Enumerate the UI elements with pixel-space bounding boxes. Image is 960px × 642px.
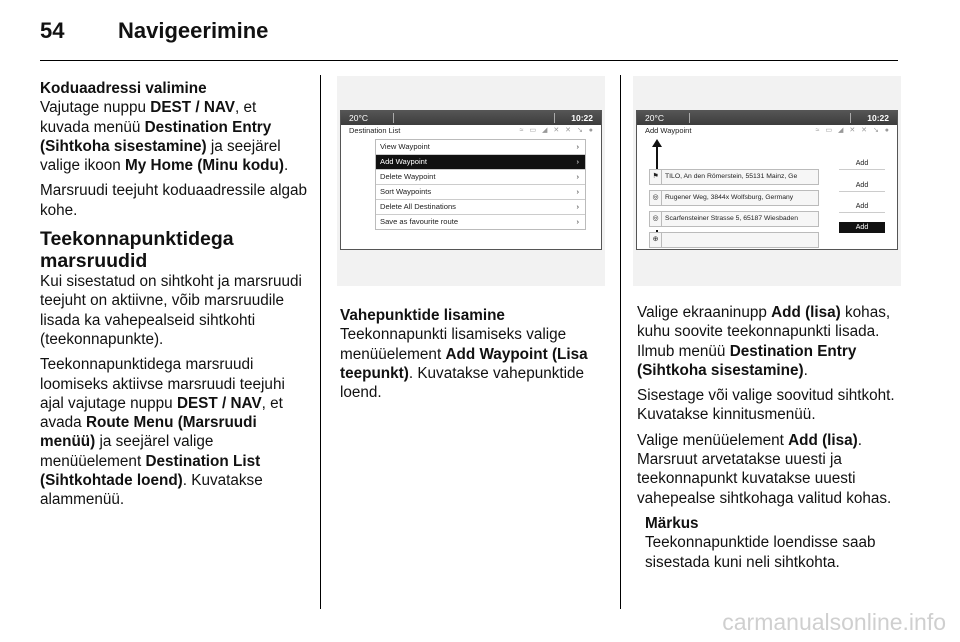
chevron-right-icon: › <box>576 187 579 196</box>
screen-title: Add Waypoint <box>645 126 692 135</box>
menu-item-sort-waypoints[interactable]: Sort Waypoints › <box>376 185 585 200</box>
note-title: Märkus <box>645 514 699 532</box>
column-3-text <box>637 303 905 572</box>
column-1 <box>40 79 308 516</box>
screen-title: Destination List <box>349 126 401 135</box>
flag-icon: ⚑ <box>650 170 662 184</box>
add-button-3[interactable]: Add <box>839 201 885 213</box>
paragraph-guidance-starts: Marsruudi teejuht koduaadressile algab kohe. <box>40 182 308 219</box>
paragraph-home-address: Vajutage nuppu DEST / NAV, et kuvada menüü Destination Entry (Sihtkoha sisestamine) ja seejärel valige ikoon My Home (Minu kodu). <box>40 99 289 175</box>
page-title: Navigeerimine <box>118 18 269 43</box>
status-bar: 20°C 10:22 <box>341 111 601 125</box>
waypoint-icon: ◎ <box>650 191 662 205</box>
chevron-right-icon: › <box>576 217 579 226</box>
waypoint-row-3[interactable]: ◎ Scarfensteiner Strasse 5, 65187 Wiesbaden <box>649 211 819 227</box>
paragraph-add-waypoint: Teekonnapunkti lisamiseks valige menüüelement Add Waypoint (Lisa teepunkt). Kuvatakse vahepunktide loend. <box>340 326 588 402</box>
paragraph-select-add: Valige ekraaninupp Add (lisa) kohas, kuhu soovite teekonnapunkti lisada. Ilmub menüü Destination Entry (Sihtkoha sisestamine). <box>637 304 891 379</box>
chevron-right-icon: › <box>576 157 579 166</box>
chevron-right-icon: › <box>576 172 579 181</box>
add-button-1[interactable]: Add <box>839 158 885 170</box>
header-rule <box>40 60 898 61</box>
screenshot-destination-list <box>337 76 605 286</box>
screenshot-add-waypoint <box>633 76 901 286</box>
menu-item-view-waypoint[interactable]: View Waypoint › <box>376 140 585 155</box>
page-number: 54 <box>40 18 65 43</box>
waypoint-row-destination[interactable] <box>649 232 819 248</box>
add-button-4[interactable]: Add <box>839 222 885 233</box>
subheading-add-waypoint: Vahepunktide lisamine <box>340 307 505 324</box>
menu-item-delete-all-destinations[interactable]: Delete All Destinations › <box>376 200 585 215</box>
menu-item-delete-waypoint[interactable]: Delete Waypoint › <box>376 170 585 185</box>
watermark: carmanualsonline.info <box>722 609 946 635</box>
paragraph-waypoints-intro: Kui sisestatud on sihtkoht ja marsruudi teejuht on aktiivne, võib marsruudile lisada ka vahepealseid sihtkohti (teekonnapunkte). <box>40 273 302 348</box>
waypoint-row-1[interactable]: ⚑ TILO, An den Römerstein, 55131 Mainz, Ge <box>649 169 819 185</box>
status-icons: ≈ ▭ ◢ ✕ ✕ ↘ ● <box>519 127 595 134</box>
note-text: Teekonnapunktide loendisse saab sisestada kuni neli sihtkohta. <box>645 534 876 571</box>
destination-icon: ⊕ <box>650 233 662 247</box>
destination-list-menu <box>375 139 586 230</box>
column-2-text <box>340 306 608 408</box>
waypoint-icon: ◎ <box>650 212 662 226</box>
column-divider-2 <box>620 75 621 609</box>
arrow-up-icon <box>652 139 662 147</box>
note-box <box>645 514 905 572</box>
section-heading-waypoints: Teekonnapunktidega marsruudid <box>40 228 234 273</box>
menu-item-add-waypoint[interactable]: Add Waypoint › <box>376 155 585 170</box>
status-icons: ≈ ▭ ◢ ✕ ✕ ↘ ● <box>815 127 891 134</box>
chevron-right-icon: › <box>576 142 579 151</box>
display-screen <box>636 110 898 250</box>
paragraph-enter-destination: Sisestage või valige soovitud sihtkoht. Kuvatakse kinnitusmenüü. <box>637 387 895 424</box>
menu-item-save-favourite-route[interactable]: Save as favourite route › <box>376 215 585 229</box>
display-screen <box>340 110 602 250</box>
waypoint-row-2[interactable]: ◎ Rugener Weg, 3844x Wolfsburg, Germany <box>649 190 819 206</box>
status-bar: 20°C 10:22 <box>637 111 897 125</box>
paragraph-waypoints-steps: Teekonnapunktidega marsruudi loomiseks aktiivse marsruudi teejuhi ajal vajutage nuppu DEST / NAV, et avada Route Menu (Marsruudi menüü) ja seejärel valige menüüelement Destination List (Sihtkohtade loend). Kuvatakse alammenüü. <box>40 356 285 509</box>
column-divider-1 <box>320 75 321 609</box>
add-button-2[interactable]: Add <box>839 180 885 192</box>
chevron-right-icon: › <box>576 202 579 211</box>
subheading-home-address: Koduaadressi valimine <box>40 80 207 97</box>
paragraph-confirm-add: Valige menüüelement Add (lisa). Marsruut arvetatakse uuesti ja teekonnapunkt kuvatakse uuesti vahepealse sihtkohaga valitud kohas. <box>637 431 892 507</box>
